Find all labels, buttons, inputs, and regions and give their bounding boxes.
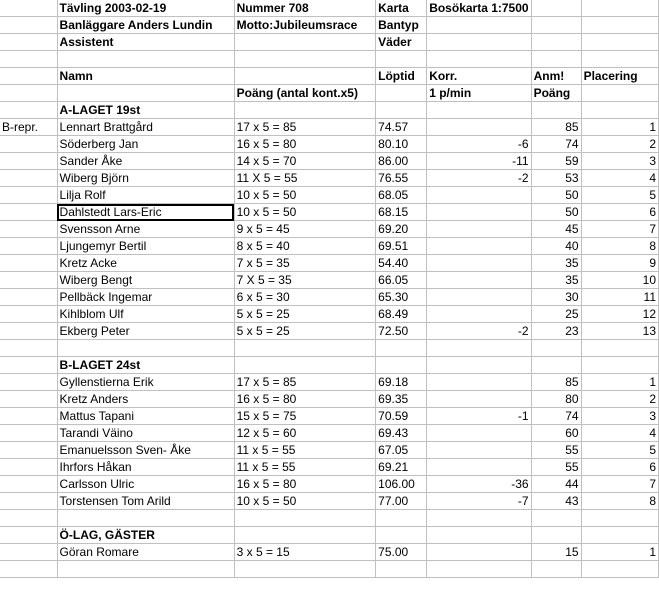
cell[interactable] [0, 561, 57, 578]
cell[interactable]: Poäng (antal kont.x5) [234, 85, 376, 102]
cell[interactable] [0, 442, 57, 459]
cell[interactable] [531, 357, 581, 374]
cell[interactable]: 3 [581, 408, 658, 425]
cell[interactable]: -2 [427, 323, 531, 340]
cell[interactable] [531, 561, 581, 578]
cell[interactable]: 8 [581, 493, 658, 510]
sheet-row [0, 170, 659, 187]
cell[interactable]: 23 [531, 323, 581, 340]
sheet-row [0, 0, 659, 17]
cell[interactable] [427, 17, 531, 34]
sheet-row [0, 340, 659, 357]
cell[interactable] [0, 323, 57, 340]
cell[interactable]: B-LAGET 24st [57, 357, 234, 374]
cell[interactable] [57, 340, 234, 357]
cell[interactable]: 4 [581, 425, 658, 442]
cell[interactable]: 2 [581, 136, 658, 153]
cell[interactable] [427, 255, 531, 272]
cell[interactable]: 67.05 [376, 442, 427, 459]
cell[interactable] [427, 289, 531, 306]
cell[interactable] [376, 51, 427, 68]
cell[interactable] [234, 510, 376, 527]
cell[interactable]: 76.55 [376, 170, 427, 187]
sheet-row [0, 323, 659, 340]
cell[interactable] [234, 340, 376, 357]
cell[interactable]: 66.05 [376, 272, 427, 289]
cell[interactable]: 5 x 5 = 25 [234, 306, 376, 323]
sheet-row [0, 374, 659, 391]
cell[interactable] [531, 51, 581, 68]
cell[interactable]: 74.57 [376, 119, 427, 136]
cell[interactable]: Nummer 708 [234, 0, 376, 17]
cell[interactable] [0, 374, 57, 391]
cell[interactable]: 69.21 [376, 459, 427, 476]
cell[interactable]: 68.15 [376, 204, 427, 221]
cell[interactable]: Kretz Acke [57, 255, 234, 272]
cell[interactable]: Ekberg Peter [57, 323, 234, 340]
cell[interactable]: -2 [427, 170, 531, 187]
cell[interactable]: 13 [581, 323, 658, 340]
cell[interactable] [57, 51, 234, 68]
cell[interactable]: Söderberg Jan [57, 136, 234, 153]
cell[interactable] [581, 510, 658, 527]
cell[interactable]: 11 [581, 289, 658, 306]
cell[interactable] [57, 510, 234, 527]
cell[interactable]: 11 x 5 = 55 [234, 442, 376, 459]
cell[interactable] [531, 527, 581, 544]
sheet-row [0, 272, 659, 289]
cell[interactable] [581, 340, 658, 357]
cell[interactable]: Poäng [531, 85, 581, 102]
sheet-row [0, 85, 659, 102]
cell[interactable]: 7 x 5 = 35 [234, 255, 376, 272]
cell[interactable]: Assistent [57, 34, 234, 51]
cell[interactable] [427, 374, 531, 391]
cell[interactable]: Anm! [531, 68, 581, 85]
cell[interactable]: Pellbäck Ingemar [57, 289, 234, 306]
cell[interactable]: 35 [531, 272, 581, 289]
cell[interactable]: Ö-LAG, GÄSTER [57, 527, 234, 544]
cell[interactable] [0, 153, 57, 170]
cell[interactable]: Torstensen Tom Arild [57, 493, 234, 510]
cell[interactable] [581, 17, 658, 34]
cell[interactable] [427, 544, 531, 561]
cell[interactable] [531, 102, 581, 119]
cell[interactable]: B-repr. [0, 119, 57, 136]
cell[interactable] [427, 34, 531, 51]
cell[interactable]: Bantyp [376, 17, 427, 34]
sheet-row [0, 527, 659, 544]
cell[interactable] [581, 561, 658, 578]
cell[interactable]: 68.49 [376, 306, 427, 323]
cell[interactable] [57, 561, 234, 578]
cell[interactable] [376, 357, 427, 374]
cell[interactable]: 69.20 [376, 221, 427, 238]
cell[interactable] [581, 102, 658, 119]
cell[interactable]: 69.51 [376, 238, 427, 255]
cell[interactable] [427, 272, 531, 289]
cell[interactable] [0, 340, 57, 357]
cell[interactable]: Gyllenstierna Erik [57, 374, 234, 391]
cell[interactable] [0, 238, 57, 255]
cell[interactable] [0, 357, 57, 374]
cell[interactable]: Bosökarta 1:7500 [427, 0, 531, 17]
cell[interactable]: 86.00 [376, 153, 427, 170]
sheet-row [0, 34, 659, 51]
cell[interactable] [531, 510, 581, 527]
cell[interactable] [427, 561, 531, 578]
cell[interactable] [0, 459, 57, 476]
sheet-row [0, 289, 659, 306]
cell[interactable] [0, 136, 57, 153]
sheet-row [0, 476, 659, 493]
cell[interactable]: 80 [531, 391, 581, 408]
cell[interactable] [0, 476, 57, 493]
cell[interactable]: Kihlblom Ulf [57, 306, 234, 323]
cell[interactable]: 11 x 5 = 55 [234, 459, 376, 476]
cell[interactable] [234, 68, 376, 85]
cell[interactable] [0, 255, 57, 272]
cell[interactable]: 14 x 5 = 70 [234, 153, 376, 170]
cell[interactable] [376, 561, 427, 578]
cell[interactable]: 12 [581, 306, 658, 323]
cell[interactable]: 5 [581, 187, 658, 204]
cell[interactable] [427, 306, 531, 323]
cell[interactable]: 68.05 [376, 187, 427, 204]
cell[interactable]: 106.00 [376, 476, 427, 493]
cell[interactable] [0, 0, 57, 17]
cell[interactable]: 35 [531, 255, 581, 272]
cell[interactable]: 17 x 5 = 85 [234, 374, 376, 391]
sheet-row [0, 51, 659, 68]
cell[interactable]: 15 x 5 = 75 [234, 408, 376, 425]
cell[interactable]: Wiberg Björn [57, 170, 234, 187]
cell[interactable]: 12 x 5 = 60 [234, 425, 376, 442]
cell[interactable]: 9 [581, 255, 658, 272]
sheet-row [0, 136, 659, 153]
cell[interactable]: 72.50 [376, 323, 427, 340]
sheet-row [0, 561, 659, 578]
sheet-row [0, 102, 659, 119]
cell[interactable]: 55 [531, 442, 581, 459]
cell[interactable] [427, 102, 531, 119]
cell[interactable] [427, 51, 531, 68]
sheet-row [0, 408, 659, 425]
cell[interactable]: 74 [531, 408, 581, 425]
cell[interactable] [0, 68, 57, 85]
cell[interactable]: Karta [376, 0, 427, 17]
cell[interactable]: 1 [581, 544, 658, 561]
cell[interactable]: 8 x 5 = 40 [234, 238, 376, 255]
cell[interactable] [427, 340, 531, 357]
cell[interactable]: 11 X 5 = 55 [234, 170, 376, 187]
cell[interactable] [427, 187, 531, 204]
cell[interactable] [0, 289, 57, 306]
sheet-row [0, 119, 659, 136]
cell[interactable] [234, 51, 376, 68]
cell[interactable]: 5 x 5 = 25 [234, 323, 376, 340]
sheet-row [0, 442, 659, 459]
cell[interactable]: Emanuelsson Sven- Åke [57, 442, 234, 459]
cell[interactable]: 43 [531, 493, 581, 510]
cell[interactable]: Svensson Arne [57, 221, 234, 238]
cell[interactable] [0, 493, 57, 510]
cell[interactable]: Placering [581, 68, 658, 85]
cell[interactable] [581, 34, 658, 51]
cell[interactable] [531, 340, 581, 357]
cell[interactable] [581, 527, 658, 544]
cell[interactable] [427, 204, 531, 221]
cell[interactable]: 6 [581, 204, 658, 221]
cell[interactable]: 85 [531, 374, 581, 391]
cell[interactable]: 50 [531, 204, 581, 221]
cell[interactable]: 15 [531, 544, 581, 561]
cell[interactable] [0, 204, 57, 221]
cell[interactable]: 59 [531, 153, 581, 170]
cell[interactable]: 69.18 [376, 374, 427, 391]
cell[interactable]: 3 [581, 153, 658, 170]
cell[interactable]: 1 [581, 374, 658, 391]
cell[interactable]: Lennart Brattgård [57, 119, 234, 136]
cell[interactable]: 85 [531, 119, 581, 136]
sheet-row [0, 17, 659, 34]
cell[interactable] [427, 425, 531, 442]
cell[interactable]: Tävling 2003-02-19 [57, 0, 234, 17]
cell[interactable]: 1 [581, 119, 658, 136]
cell[interactable] [0, 272, 57, 289]
cell[interactable] [0, 425, 57, 442]
cell[interactable] [581, 0, 658, 17]
cell[interactable]: 7 [581, 221, 658, 238]
cell[interactable]: 3 x 5 = 15 [234, 544, 376, 561]
cell[interactable]: 30 [531, 289, 581, 306]
cell[interactable] [427, 391, 531, 408]
sheet-row [0, 391, 659, 408]
cell[interactable]: 7 [581, 476, 658, 493]
cell[interactable] [234, 561, 376, 578]
cell[interactable] [0, 306, 57, 323]
sheet-row [0, 204, 659, 221]
cell[interactable]: Löptid [376, 68, 427, 85]
cell[interactable] [234, 34, 376, 51]
cell[interactable]: Banläggare Anders Lundin [57, 17, 234, 34]
sheet-row [0, 357, 659, 374]
cell[interactable]: Korr. [427, 68, 531, 85]
sheet-row [0, 306, 659, 323]
cell[interactable]: 10 [581, 272, 658, 289]
cell[interactable]: 80.10 [376, 136, 427, 153]
cell[interactable]: 70.59 [376, 408, 427, 425]
cell[interactable] [427, 510, 531, 527]
sheet-row [0, 68, 659, 85]
cell[interactable]: 74 [531, 136, 581, 153]
cell[interactable] [234, 357, 376, 374]
cell[interactable]: 44 [531, 476, 581, 493]
cell[interactable] [581, 51, 658, 68]
cell[interactable]: Tarandi Väino [57, 425, 234, 442]
cell[interactable]: 16 x 5 = 80 [234, 476, 376, 493]
sheet-row [0, 493, 659, 510]
cell[interactable]: -7 [427, 493, 531, 510]
sheet-row [0, 255, 659, 272]
cell[interactable]: 9 x 5 = 45 [234, 221, 376, 238]
cell[interactable]: 53 [531, 170, 581, 187]
cell[interactable] [427, 459, 531, 476]
cell[interactable] [581, 85, 658, 102]
cell[interactable]: 77.00 [376, 493, 427, 510]
cell[interactable]: 16 x 5 = 80 [234, 391, 376, 408]
cell[interactable] [0, 51, 57, 68]
cell[interactable] [531, 0, 581, 17]
cell[interactable]: 69.43 [376, 425, 427, 442]
cell[interactable]: 7 X 5 = 35 [234, 272, 376, 289]
cell[interactable]: Ljungemyr Bertil [57, 238, 234, 255]
cell[interactable]: 60 [531, 425, 581, 442]
cell[interactable]: Mattus Tapani [57, 408, 234, 425]
cell[interactable]: 55 [531, 459, 581, 476]
cell[interactable]: Göran Romare [57, 544, 234, 561]
cell[interactable] [0, 187, 57, 204]
cell[interactable] [0, 102, 57, 119]
sheet-row [0, 425, 659, 442]
cell[interactable]: Carlsson Ulric [57, 476, 234, 493]
cell[interactable]: 10 x 5 = 50 [234, 187, 376, 204]
cell[interactable]: -11 [427, 153, 531, 170]
cell[interactable]: -1 [427, 408, 531, 425]
sheet-row [0, 544, 659, 561]
cell[interactable] [427, 119, 531, 136]
cell[interactable]: A-LAGET 19st [57, 102, 234, 119]
cell[interactable]: 25 [531, 306, 581, 323]
cell[interactable] [234, 102, 376, 119]
cell[interactable] [427, 357, 531, 374]
cell[interactable] [0, 391, 57, 408]
cell[interactable]: 1 p/min [427, 85, 531, 102]
cell[interactable]: 75.00 [376, 544, 427, 561]
cell[interactable]: 10 x 5 = 50 [234, 493, 376, 510]
cell[interactable] [427, 238, 531, 255]
cell[interactable] [531, 34, 581, 51]
sheet-row [0, 187, 659, 204]
cell[interactable]: 2 [581, 391, 658, 408]
cell[interactable] [376, 102, 427, 119]
cell[interactable]: 17 x 5 = 85 [234, 119, 376, 136]
cell[interactable] [376, 85, 427, 102]
cell[interactable]: Sander Åke [57, 153, 234, 170]
sheet-row [0, 221, 659, 238]
cell[interactable]: 65.30 [376, 289, 427, 306]
cell[interactable]: Motto:Jubileumsrace [234, 17, 376, 34]
cell[interactable]: 54.40 [376, 255, 427, 272]
cell[interactable] [376, 527, 427, 544]
cell[interactable] [0, 85, 57, 102]
cell[interactable]: -36 [427, 476, 531, 493]
cell[interactable] [0, 34, 57, 51]
cell[interactable] [57, 85, 234, 102]
cell[interactable]: Kretz Anders [57, 391, 234, 408]
cell[interactable] [0, 221, 57, 238]
cell[interactable]: Ihrfors Håkan [57, 459, 234, 476]
cell[interactable]: Väder [376, 34, 427, 51]
cell[interactable]: 10 x 5 = 50 [234, 204, 376, 221]
cell[interactable] [0, 408, 57, 425]
cell[interactable] [581, 357, 658, 374]
cell[interactable]: 4 [581, 170, 658, 187]
cell[interactable]: 16 x 5 = 80 [234, 136, 376, 153]
cell[interactable]: 8 [581, 238, 658, 255]
cell[interactable] [0, 510, 57, 527]
cell[interactable] [427, 221, 531, 238]
cell[interactable]: Wiberg Bengt [57, 272, 234, 289]
cell[interactable] [0, 544, 57, 561]
cell[interactable]: 40 [531, 238, 581, 255]
sheet-row [0, 459, 659, 476]
cell[interactable] [0, 170, 57, 187]
cell[interactable] [0, 17, 57, 34]
cell[interactable] [427, 527, 531, 544]
cell[interactable] [531, 17, 581, 34]
sheet-row [0, 238, 659, 255]
cell[interactable] [234, 527, 376, 544]
cell[interactable] [0, 527, 57, 544]
cell[interactable]: 6 x 5 = 30 [234, 289, 376, 306]
cell[interactable]: Lilja Rolf [57, 187, 234, 204]
cell[interactable]: -6 [427, 136, 531, 153]
cell[interactable]: 50 [531, 187, 581, 204]
cell[interactable] [376, 510, 427, 527]
sheet-row [0, 153, 659, 170]
cell[interactable]: 5 [581, 442, 658, 459]
cell[interactable]: 45 [531, 221, 581, 238]
cell[interactable]: 6 [581, 459, 658, 476]
sheet-row [0, 510, 659, 527]
cell[interactable]: Namn [57, 68, 234, 85]
selected-cell[interactable]: Dahlstedt Lars-Eric [57, 204, 234, 221]
cell[interactable]: 69.35 [376, 391, 427, 408]
cell[interactable] [376, 340, 427, 357]
cell[interactable] [427, 442, 531, 459]
